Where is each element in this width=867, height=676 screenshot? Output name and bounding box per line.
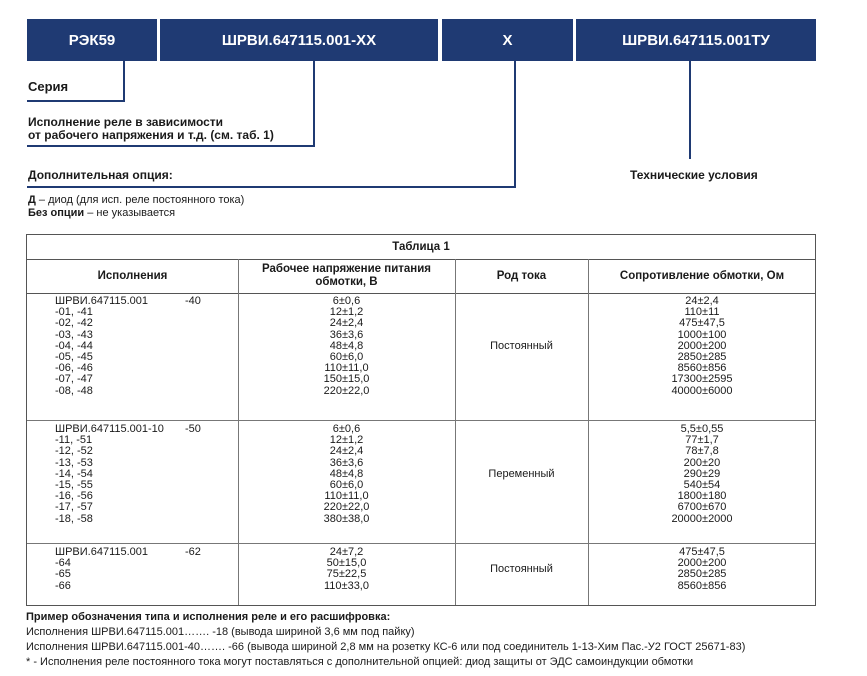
resistance-cell <box>588 424 816 525</box>
option-none-key: Без опции <box>28 207 85 219</box>
option-label: Дополнительная опция: <box>28 168 173 182</box>
voltage-value: 12±1,2 <box>329 434 364 447</box>
resistance-value: 200±20 <box>683 456 721 469</box>
table-caption: Таблица 1 <box>27 235 815 260</box>
execution-cell <box>55 547 185 592</box>
resistance-value: 6700±670 <box>677 501 727 514</box>
voltage-value: 24±2,4 <box>329 317 364 330</box>
voltage-value: 220±22,0 <box>323 384 370 397</box>
option-code-box: Х <box>442 19 573 61</box>
voltage-value: 110±33,0 <box>324 579 369 592</box>
tech-conditions-label: Технические условия <box>630 168 758 182</box>
voltage-value: 150±15,0 <box>323 373 370 386</box>
execution-alt-value: -62 <box>185 546 201 558</box>
voltage-value: 75±22,5 <box>326 568 367 581</box>
resistance-value: 110±11 <box>684 306 720 319</box>
connector-tech-v <box>689 61 691 159</box>
resistance-value: 1000±100 <box>677 328 727 341</box>
header-resistance: Сопротивление обмотки, Ом <box>588 259 816 294</box>
option-none-note <box>28 207 175 219</box>
execution-value: -17, -57 <box>55 501 93 514</box>
current-type-cell <box>455 296 588 397</box>
execution-value: -07, -47 <box>55 373 93 386</box>
execution-value: -15, -55 <box>55 478 93 491</box>
current-type-cell <box>455 424 588 525</box>
voltage-value: 50±15,0 <box>326 557 367 570</box>
example-title: Пример обозначения типа и исполнения реле и его расшифровка: <box>26 611 391 623</box>
execution-value: -05, -45 <box>55 350 93 363</box>
resistance-value: 5,5±0,55 <box>680 423 724 435</box>
voltage-value: 48±4,8 <box>329 467 364 480</box>
option-none-text: – не указывается <box>84 207 176 219</box>
resistance-value: 475±47,5 <box>679 317 725 330</box>
voltage-value: 36±3,6 <box>329 456 364 469</box>
resistance-value: 2850±285 <box>677 350 727 363</box>
execution-alt-value: -40 <box>185 295 201 307</box>
execution-value: -18, -58 <box>55 512 93 525</box>
resistance-value: 24±2,4 <box>685 295 719 307</box>
resistance-value: 2000±200 <box>677 557 727 570</box>
current-type-cell <box>455 547 588 592</box>
connector-series-h <box>27 100 125 102</box>
voltage-value: 36±3,6 <box>329 328 364 341</box>
execution-cell <box>55 296 185 397</box>
connector-option-h <box>27 186 516 188</box>
resistance-value: 40000±6000 <box>671 384 733 397</box>
voltage-value: 380±38,0 <box>323 512 370 525</box>
execution-value: ШРВИ.647115.001-10 <box>55 423 164 435</box>
resistance-value: 17300±2595 <box>671 373 733 386</box>
series-label: Серия <box>28 79 69 94</box>
voltage-value: 6±0,6 <box>332 423 361 435</box>
voltage-value: 6±0,6 <box>332 295 361 307</box>
execution-label-line2: от рабочего напряжения и т.д. (см. таб. 1) <box>28 128 274 142</box>
connector-series-v <box>123 61 125 102</box>
execution-alt-cell <box>185 547 235 558</box>
voltage-value: 110±11,0 <box>324 490 369 503</box>
execution-value: -16, -56 <box>55 490 93 503</box>
voltage-cell <box>238 547 455 592</box>
option-d-key: Д <box>28 194 36 206</box>
resistance-value: 475±47,5 <box>679 546 725 558</box>
execution-value: -66 <box>55 579 71 592</box>
execution-value: -08, -48 <box>55 384 93 397</box>
resistance-value: 2000±200 <box>677 339 727 352</box>
execution-value: -13, -53 <box>55 456 93 469</box>
execution-value: -11, -51 <box>55 434 93 447</box>
resistance-value: 540±54 <box>683 478 721 491</box>
execution-alt-cell <box>185 424 235 435</box>
resistance-value: 77±1,7 <box>685 434 719 447</box>
group-divider <box>27 543 815 544</box>
voltage-cell <box>238 424 455 525</box>
series-code-box: РЭК59 <box>27 19 157 61</box>
voltage-value: 24±2,4 <box>329 445 364 458</box>
connector-option-v <box>514 61 516 188</box>
resistance-value: 20000±2000 <box>671 512 733 525</box>
execution-value: -64 <box>55 557 71 570</box>
voltage-value: 60±6,0 <box>329 350 364 363</box>
resistance-value: 290±29 <box>683 467 721 480</box>
voltage-value: 220±22,0 <box>323 501 370 514</box>
execution-alt-cell <box>185 296 235 307</box>
resistance-value: 2850±285 <box>677 568 727 581</box>
execution-cell <box>55 424 185 525</box>
current-type-value: Переменный <box>488 467 555 480</box>
execution-value: -04, -44 <box>55 339 93 352</box>
voltage-cell <box>238 296 455 397</box>
group-divider <box>27 420 815 421</box>
resistance-value: 1800±180 <box>677 490 727 503</box>
option-d-text: – диод (для исп. реле постоянного тока) <box>35 194 245 206</box>
voltage-value: 60±6,0 <box>329 478 364 491</box>
execution-value: ШРВИ.647115.001 <box>55 546 149 558</box>
example-footnote: * - Исполнения реле постоянного тока могут поставляться с дополнительной опцией: диод защиты от ЭДС самоиндукции обмотки <box>26 656 694 668</box>
header-voltage: Рабочее напряжение питания обмотки, В <box>238 259 455 294</box>
execution-value: -14, -54 <box>55 467 93 480</box>
current-type-value: Постоянный <box>490 339 553 352</box>
header-executions: Исполнения <box>27 259 238 294</box>
relay-table <box>26 234 816 606</box>
voltage-value: 110±11,0 <box>324 362 369 375</box>
execution-value: -03, -43 <box>55 328 93 341</box>
execution-code-box: ШРВИ.647115.001-ХХ <box>160 19 438 61</box>
execution-value: -06, -46 <box>55 362 93 375</box>
current-type-value: Постоянный <box>490 562 553 575</box>
voltage-value: 12±1,2 <box>329 306 364 319</box>
execution-value: ШРВИ.647115.001 <box>55 295 149 307</box>
execution-value: -12, -52 <box>55 445 93 458</box>
execution-value: -01, -41 <box>55 306 93 319</box>
execution-alt-value: -50 <box>185 423 201 435</box>
resistance-cell <box>588 296 816 397</box>
connector-execution-v <box>313 61 315 147</box>
resistance-value: 8560±856 <box>677 362 727 375</box>
execution-value: -02, -42 <box>55 317 93 330</box>
execution-value: -65 <box>55 568 71 581</box>
example-line1: Исполнения ШРВИ.647115.001……. -18 (вывода шириной 3,6 мм под пайку) <box>26 626 415 638</box>
execution-label-line1: Исполнение реле в зависимости <box>28 115 224 129</box>
option-d-note <box>28 194 244 206</box>
connector-execution-h <box>27 145 315 147</box>
tech-conditions-box: ШРВИ.647115.001ТУ <box>576 19 816 61</box>
resistance-value: 78±7,8 <box>685 445 719 458</box>
resistance-cell <box>588 547 816 592</box>
example-line2: Исполнения ШРВИ.647115.001-40……. -66 (вывода шириной 2,8 мм на розетку КС-6 или под соединитель 1-13-Хим Пас.-У2 ГОСТ 25671-83) <box>26 641 746 653</box>
header-current-type: Род тока <box>455 259 588 294</box>
voltage-value: 24±7,2 <box>329 546 364 558</box>
resistance-value: 8560±856 <box>677 579 727 592</box>
voltage-value: 48±4,8 <box>329 339 364 352</box>
